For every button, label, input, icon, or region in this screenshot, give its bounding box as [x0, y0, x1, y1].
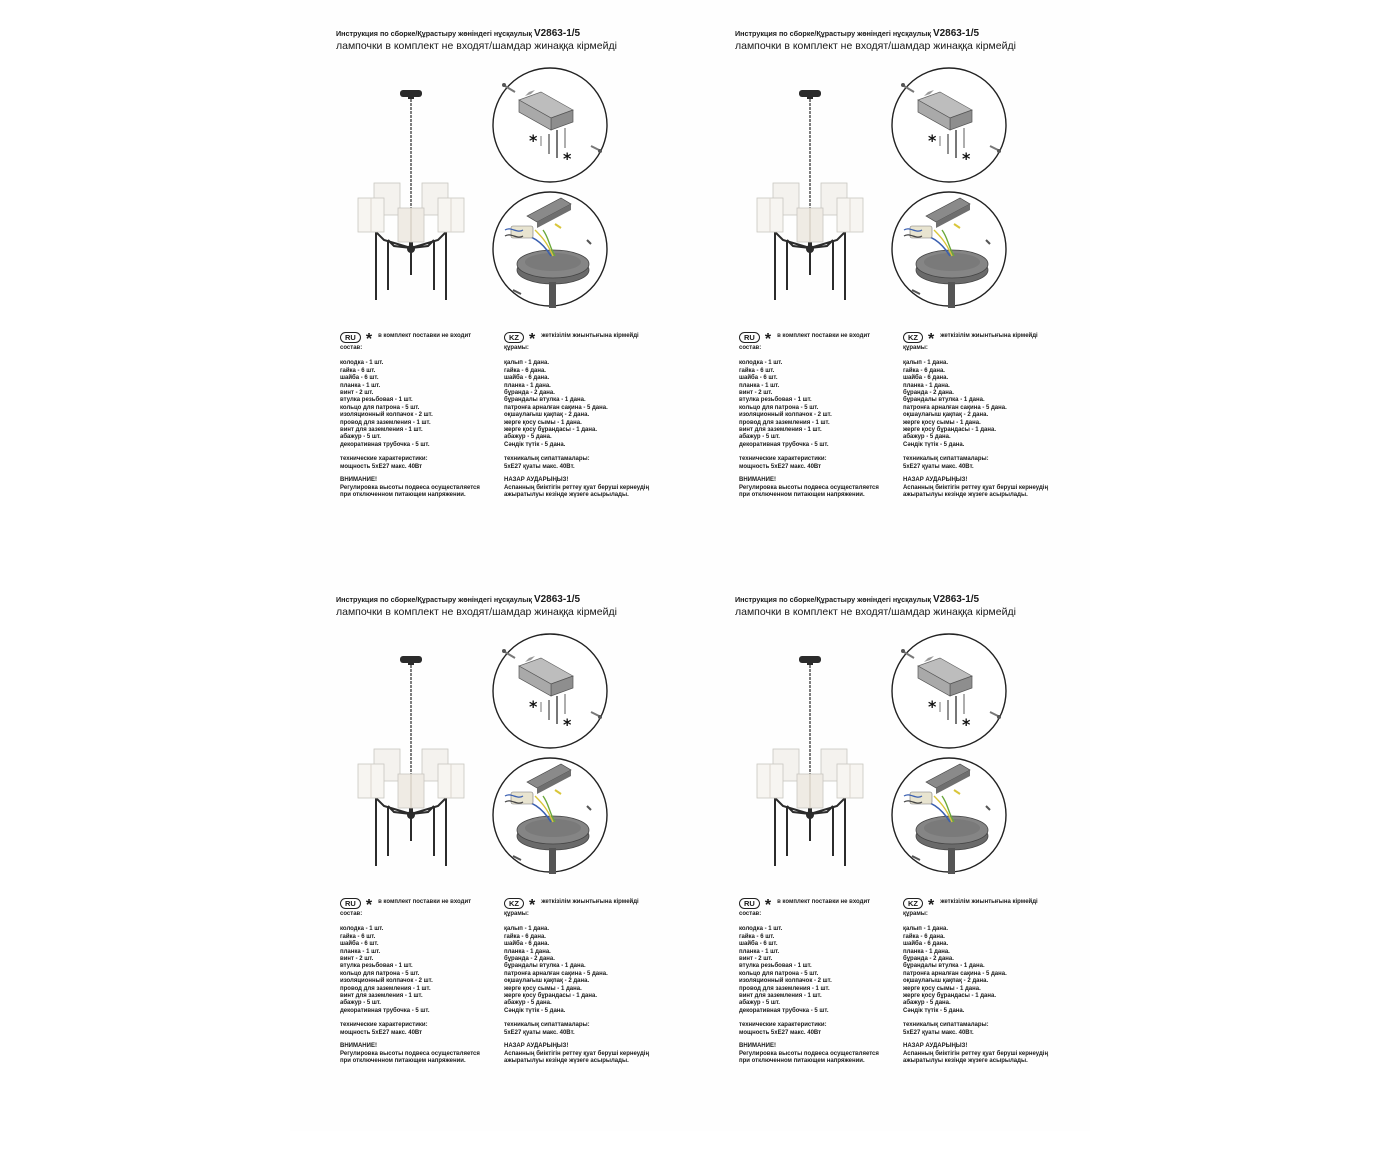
part-item: оқшаулағыш қақпақ - 2 дана. — [504, 412, 590, 419]
part-item: планка - 1 дана. — [903, 948, 950, 955]
part-item: шайба - 6 шт. — [739, 941, 778, 948]
part-item: жерге қосу бұрандасы - 1 дана. — [903, 993, 996, 1000]
kz-composition-title: құрамы: — [504, 345, 529, 351]
ru-language-badge: RU — [340, 332, 361, 343]
part-item: оқшаулағыш қақпақ - 2 дана. — [903, 412, 989, 419]
model-number: V2863-1/5 — [932, 28, 980, 39]
asterisk-icon: * — [928, 331, 935, 348]
part-item: декоративная трубочка - 5 шт. — [739, 1007, 829, 1014]
chandelier-illustration — [354, 90, 470, 300]
ru-not-included-note: в комплект поставки не входит — [378, 899, 472, 906]
kz-tech-specs: техникалық сипаттамалары: 5хЕ27 қуаты макс. 40Вт. — [504, 1022, 590, 1036]
kz-not-included-note: жеткізілім жиынтығына кірмейді — [541, 333, 639, 340]
part-item: планка - 1 дана. — [504, 382, 551, 389]
part-item: жерге қосу сымы - 1 дана. — [504, 419, 582, 426]
part-item: оқшаулағыш қақпақ - 2 дана. — [504, 978, 590, 985]
part-item: втулка резьбовая - 1 шт. — [340, 963, 413, 970]
ceiling-canopy — [400, 656, 422, 663]
part-item: абажур - 5 шт. — [739, 434, 780, 441]
kz-language-badge: KZ — [504, 332, 524, 343]
kz-tech-specs: техникалық сипаттамалары: 5хЕ27 қуаты макс. 40Вт. — [903, 456, 989, 470]
part-item: гайка - 6 дана. — [903, 933, 945, 940]
part-item: қалып - 1 дана. — [504, 360, 550, 367]
ru-composition-title: состав: — [739, 345, 762, 351]
ru-tech-specs: технические характеристики: мощность 5хЕ27 макс. 40Вт — [340, 456, 428, 470]
part-item: провод для заземления - 1 шт. — [340, 419, 431, 426]
instruction-panel — [735, 594, 1135, 1154]
kz-parts-list — [504, 926, 674, 1015]
ru-section — [739, 896, 905, 1065]
part-item: шайба - 6 шт. — [340, 375, 379, 382]
part-item: жерге қосу сымы - 1 дана. — [903, 419, 981, 426]
ru-parts-list — [739, 926, 905, 1015]
part-item: гайка - 6 шт. — [739, 367, 775, 374]
ru-tech-specs: технические характеристики: мощность 5хЕ27 макс. 40Вт — [739, 1022, 827, 1036]
part-item: жерге қосу бұрандасы - 1 дана. — [903, 427, 996, 434]
part-item: қалып - 1 дана. — [903, 360, 949, 367]
part-item: декоративная трубочка - 5 шт. — [340, 441, 430, 448]
model-number: V2863-1/5 — [533, 594, 581, 605]
part-item: кольцо для патрона - 5 шт. — [739, 404, 819, 411]
part-item: гайка - 6 дана. — [504, 933, 546, 940]
ceiling-canopy-wiring-icon — [890, 756, 1008, 886]
part-item: планка - 1 шт. — [340, 948, 381, 955]
kz-composition-title: құрамы: — [903, 911, 928, 917]
part-item: кольцо для патрона - 5 шт. — [340, 404, 420, 411]
part-item: декоративная трубочка - 5 шт. — [739, 441, 829, 448]
part-item: патронға арналған сақина - 5 дана. — [903, 970, 1007, 977]
ru-section — [340, 330, 506, 499]
part-item: абажур - 5 шт. — [340, 434, 381, 441]
asterisk-icon: * — [365, 897, 373, 914]
part-item: планка - 1 шт. — [739, 948, 780, 955]
instruction-title: Инструкция по сборке/Құрастыру жөніндегі нұсқаулық V2863-1/5 — [336, 594, 581, 605]
part-item: қалып - 1 дана. — [903, 926, 949, 933]
chandelier-illustration — [753, 90, 869, 300]
part-item: провод для заземления - 1 шт. — [739, 419, 830, 426]
kz-language-badge: KZ — [903, 898, 923, 909]
asterisk-icon: * — [764, 897, 772, 914]
part-item: бұрандалы втулка - 1 дана. — [903, 397, 985, 404]
kz-warning: НАЗАР АУДАРЫҢЫЗ! Аспанның биіктігін реттеу қуат беруші кернеудің ажыратылуы кезінде жүзеге асырылады. — [504, 1043, 650, 1064]
part-item: жерге қосу сымы - 1 дана. — [903, 985, 981, 992]
part-item: жерге қосу сымы - 1 дана. — [504, 985, 582, 992]
ru-not-included-note: в комплект поставки не входит — [777, 899, 871, 906]
part-item: планка - 1 шт. — [739, 382, 780, 389]
part-item: втулка резьбовая - 1 шт. — [739, 963, 812, 970]
ru-parts-list — [340, 360, 506, 449]
kz-warning: НАЗАР АУДАРЫҢЫЗ! Аспанның биіктігін реттеу қуат беруші кернеудің ажыратылуы кезінде жүзеге асырылады. — [903, 1043, 1049, 1064]
ru-warning: ВНИМАНИЕ! Регулировка высоты подвеса осуществляется при отключенном питающем напряжении. — [340, 1043, 480, 1064]
part-item: колодка - 1 шт. — [340, 360, 384, 367]
asterisk-icon: * — [529, 897, 536, 914]
model-number: V2863-1/5 — [533, 28, 581, 39]
kz-language-badge: KZ — [504, 898, 524, 909]
kz-language-badge: KZ — [903, 332, 923, 343]
part-item: бұранда - 2 дана. — [504, 390, 555, 397]
ru-parts-list — [739, 360, 905, 449]
svg-text:*: * — [962, 149, 971, 168]
part-item: шайба - 6 дана. — [903, 941, 949, 948]
svg-text:*: * — [928, 131, 937, 150]
part-item: декоративная трубочка - 5 шт. — [340, 1007, 430, 1014]
part-item: втулка резьбовая - 1 шт. — [340, 397, 413, 404]
svg-text:*: * — [529, 131, 538, 150]
part-item: қалып - 1 дана. — [504, 926, 550, 933]
part-item: бұранда - 2 дана. — [903, 390, 954, 397]
part-item: бұранда - 2 дана. — [504, 956, 555, 963]
part-item: Сәндік түтік - 5 дана. — [903, 1007, 965, 1014]
asterisk-icon: * — [764, 331, 772, 348]
instruction-title: Инструкция по сборке/Құрастыру жөніндегі нұсқаулық V2863-1/5 — [735, 594, 980, 605]
instruction-title: Инструкция по сборке/Құрастыру жөніндегі нұсқаулық V2863-1/5 — [336, 28, 581, 39]
part-item: втулка резьбовая - 1 шт. — [739, 397, 812, 404]
mounting-plate-detail-icon — [890, 66, 1008, 184]
part-item: кольцо для патрона - 5 шт. — [340, 970, 420, 977]
part-item: винт - 2 шт. — [340, 390, 374, 397]
ceiling-canopy — [799, 656, 821, 663]
bulbs-not-included-note: лампочки в комплект не входят/шамдар жинаққа кірмейді — [336, 606, 617, 618]
ru-section — [340, 896, 506, 1065]
svg-text:*: * — [529, 697, 538, 716]
part-item: винт для заземления - 1 шт. — [739, 993, 822, 1000]
ru-warning: ВНИМАНИЕ! Регулировка высоты подвеса осуществляется при отключенном питающем напряжении. — [340, 477, 480, 498]
kz-tech-specs: техникалық сипаттамалары: 5хЕ27 қуаты макс. 40Вт. — [504, 456, 590, 470]
chandelier-illustration — [354, 656, 470, 866]
part-item: изоляционный колпачок - 2 шт. — [340, 978, 433, 985]
kz-tech-specs: техникалық сипаттамалары: 5хЕ27 қуаты макс. 40Вт. — [903, 1022, 989, 1036]
part-item: абажур - 5 дана. — [903, 434, 951, 441]
kz-parts-list — [504, 360, 674, 449]
kz-not-included-note: жеткізілім жиынтығына кірмейді — [940, 333, 1038, 340]
part-item: шайба - 6 шт. — [739, 375, 778, 382]
part-item: винт для заземления - 1 шт. — [340, 993, 423, 1000]
kz-not-included-note: жеткізілім жиынтығына кірмейді — [541, 899, 639, 906]
kz-composition-title: құрамы: — [504, 911, 529, 917]
ru-section — [739, 330, 905, 499]
ru-tech-specs: технические характеристики: мощность 5хЕ27 макс. 40Вт — [739, 456, 827, 470]
ru-language-badge: RU — [739, 898, 760, 909]
ceiling-canopy — [400, 90, 422, 97]
part-item: винт для заземления - 1 шт. — [739, 427, 822, 434]
ceiling-canopy-wiring-icon — [491, 756, 609, 886]
part-item: винт для заземления - 1 шт. — [340, 427, 423, 434]
part-item: Сәндік түтік - 5 дана. — [504, 1007, 566, 1014]
bulbs-not-included-note: лампочки в комплект не входят/шамдар жинаққа кірмейді — [336, 40, 617, 52]
part-item: жерге қосу бұрандасы - 1 дана. — [504, 993, 597, 1000]
part-item: провод для заземления - 1 шт. — [739, 985, 830, 992]
ru-warning: ВНИМАНИЕ! Регулировка высоты подвеса осуществляется при отключенном питающем напряжении. — [739, 477, 879, 498]
ru-not-included-note: в комплект поставки не входит — [777, 333, 871, 340]
ceiling-canopy — [799, 90, 821, 97]
ru-language-badge: RU — [739, 332, 760, 343]
part-item: абажур - 5 шт. — [739, 1000, 780, 1007]
svg-text:*: * — [962, 715, 971, 734]
part-item: патронға арналған сақина - 5 дана. — [504, 404, 608, 411]
kz-warning: НАЗАР АУДАРЫҢЫЗ! Аспанның биіктігін реттеу қуат беруші кернеудің ажыратылуы кезінде жүзеге асырылады. — [903, 477, 1049, 498]
part-item: патронға арналған сақина - 5 дана. — [504, 970, 608, 977]
ceiling-canopy-wiring-icon — [491, 190, 609, 320]
part-item: гайка - 6 шт. — [340, 933, 376, 940]
part-item: винт - 2 шт. — [739, 390, 773, 397]
kz-section — [903, 896, 1073, 1065]
part-item: жерге қосу бұрандасы - 1 дана. — [504, 427, 597, 434]
kz-section — [903, 330, 1073, 499]
asterisk-icon: * — [365, 331, 373, 348]
part-item: изоляционный колпачок - 2 шт. — [340, 412, 433, 419]
ru-tech-specs: технические характеристики: мощность 5хЕ27 макс. 40Вт — [340, 1022, 428, 1036]
part-item: патронға арналған сақина - 5 дана. — [903, 404, 1007, 411]
ru-composition-title: состав: — [739, 911, 762, 917]
part-item: шайба - 6 дана. — [903, 375, 949, 382]
part-item: бұрандалы втулка - 1 дана. — [504, 397, 586, 404]
part-item: Сәндік түтік - 5 дана. — [504, 441, 566, 448]
ru-composition-title: состав: — [340, 911, 363, 917]
part-item: гайка - 6 шт. — [340, 367, 376, 374]
ru-parts-list — [340, 926, 506, 1015]
part-item: гайка - 6 дана. — [504, 367, 546, 374]
chandelier-illustration — [753, 656, 869, 866]
ru-warning: ВНИМАНИЕ! Регулировка высоты подвеса осуществляется при отключенном питающем напряжении. — [739, 1043, 879, 1064]
part-item: гайка - 6 дана. — [903, 367, 945, 374]
instruction-title: Инструкция по сборке/Құрастыру жөніндегі нұсқаулық V2863-1/5 — [735, 28, 980, 39]
svg-text:*: * — [928, 697, 937, 716]
part-item: планка - 1 шт. — [340, 382, 381, 389]
part-item: винт - 2 шт. — [340, 956, 374, 963]
part-item: изоляционный колпачок - 2 шт. — [739, 978, 832, 985]
part-item: кольцо для патрона - 5 шт. — [739, 970, 819, 977]
part-item: бұрандалы втулка - 1 дана. — [504, 963, 586, 970]
svg-text:*: * — [563, 715, 572, 734]
bulbs-not-included-note: лампочки в комплект не входят/шамдар жинаққа кірмейді — [735, 606, 1016, 618]
ru-composition-title: состав: — [340, 345, 363, 351]
kz-section — [504, 896, 674, 1065]
part-item: планка - 1 дана. — [504, 948, 551, 955]
part-item: бұрандалы втулка - 1 дана. — [903, 963, 985, 970]
ceiling-canopy-wiring-icon — [890, 190, 1008, 320]
mounting-plate-detail-icon — [890, 632, 1008, 750]
part-item: оқшаулағыш қақпақ - 2 дана. — [903, 978, 989, 985]
kz-parts-list — [903, 926, 1073, 1015]
mounting-plate-detail-icon — [491, 66, 609, 184]
kz-section — [504, 330, 674, 499]
part-item: бұранда - 2 дана. — [903, 956, 954, 963]
kz-composition-title: құрамы: — [903, 345, 928, 351]
part-item: шайба - 6 дана. — [504, 941, 550, 948]
part-item: винт - 2 шт. — [739, 956, 773, 963]
part-item: гайка - 6 шт. — [739, 933, 775, 940]
part-item: абажур - 5 дана. — [504, 434, 552, 441]
kz-not-included-note: жеткізілім жиынтығына кірмейді — [940, 899, 1038, 906]
instruction-panel — [336, 28, 736, 588]
part-item: изоляционный колпачок - 2 шт. — [739, 412, 832, 419]
kz-warning: НАЗАР АУДАРЫҢЫЗ! Аспанның биіктігін реттеу қуат беруші кернеудің ажыратылуы кезінде жүзеге асырылады. — [504, 477, 650, 498]
part-item: абажур - 5 дана. — [903, 1000, 951, 1007]
part-item: планка - 1 дана. — [903, 382, 950, 389]
part-item: колодка - 1 шт. — [340, 926, 384, 933]
instruction-panel — [735, 28, 1135, 588]
part-item: колодка - 1 шт. — [739, 926, 783, 933]
part-item: абажур - 5 дана. — [504, 1000, 552, 1007]
bulbs-not-included-note: лампочки в комплект не входят/шамдар жинаққа кірмейді — [735, 40, 1016, 52]
mounting-plate-detail-icon — [491, 632, 609, 750]
asterisk-icon: * — [928, 897, 935, 914]
part-item: Сәндік түтік - 5 дана. — [903, 441, 965, 448]
part-item: колодка - 1 шт. — [739, 360, 783, 367]
model-number: V2863-1/5 — [932, 594, 980, 605]
part-item: шайба - 6 шт. — [340, 941, 379, 948]
svg-text:*: * — [563, 149, 572, 168]
asterisk-icon: * — [529, 331, 536, 348]
part-item: абажур - 5 шт. — [340, 1000, 381, 1007]
part-item: шайба - 6 дана. — [504, 375, 550, 382]
part-item: провод для заземления - 1 шт. — [340, 985, 431, 992]
ru-not-included-note: в комплект поставки не входит — [378, 333, 472, 340]
kz-parts-list — [903, 360, 1073, 449]
ru-language-badge: RU — [340, 898, 361, 909]
instruction-panel — [336, 594, 736, 1154]
